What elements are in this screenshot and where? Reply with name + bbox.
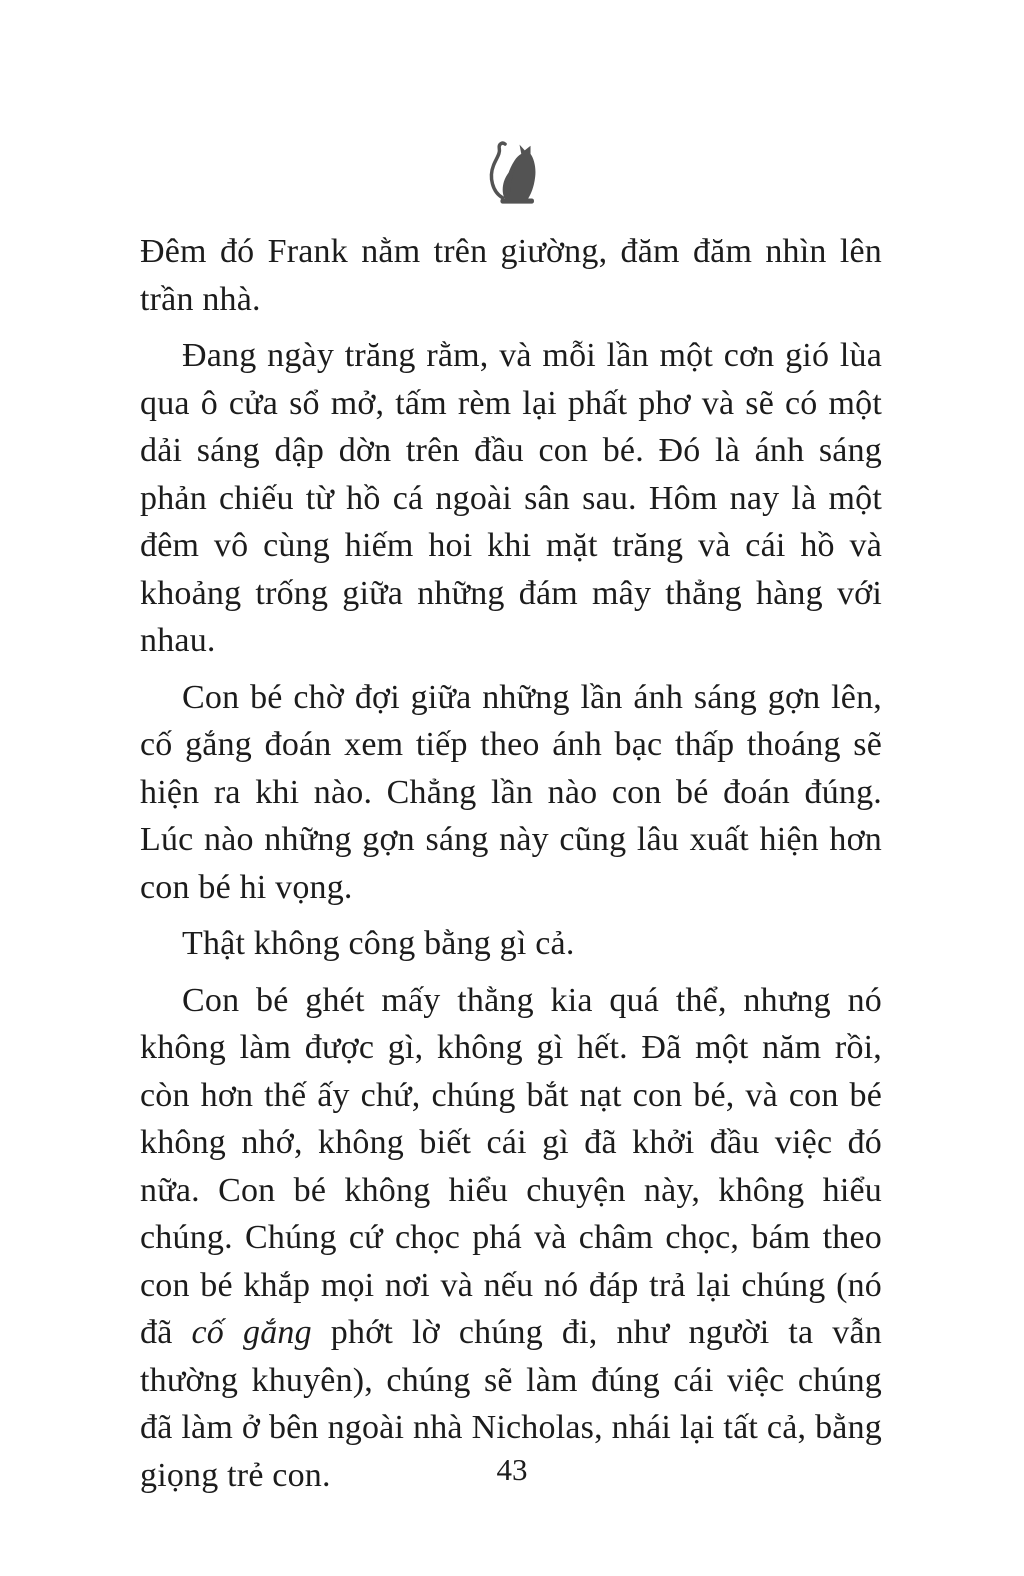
page-number: 43 [496, 1452, 528, 1487]
paragraph [140, 920, 882, 968]
text-run: Con bé chờ đợi giữa những lần ánh sáng gợn lên, cố gắng đoán xem tiếp theo ánh bạc thấp thoáng sẽ hiện ra khi nào. Chẳng lần nào con bé đoán đúng. Lúc nào những gợn sáng này cũng lâu xuất hiện hơn con bé hi vọng. [140, 678, 882, 906]
text-run: Con bé ghét mấy thằng kia quá thể, nhưng nó không làm được gì, không gì hết. Đã một năm rồi, còn hơn thế ấy chứ, chúng bắt nạt con bé, và con bé không nhớ, không biết cái gì đã khởi đầu việc đó nữa. Con bé không hiểu chuyện này, không hiểu chúng. Chúng cứ chọc phá và châm chọc, bám theo con bé khắp mọi nơi và nếu nó đáp trả lại chúng (nó đã [140, 981, 882, 1351]
italic-text-run: cố gắng [191, 1314, 312, 1351]
text-run: Thật không công bằng gì cả. [182, 925, 575, 962]
page-body [140, 228, 882, 1508]
cat-icon [483, 140, 541, 211]
text-run: Đang ngày trăng rằm, và mỗi lần một cơn gió lùa qua ô cửa sổ mở, tấm rèm lại phất phơ và sẽ có một dải sáng dập dờn trên đầu con bé. Đó là ánh sáng phản chiếu từ hồ cá ngoài sân sau. Hôm nay là một đêm vô cùng hiếm hoi khi mặt trăng và cái hồ và khoảng trống giữa những đám mây thẳng hàng với nhau. [140, 337, 882, 659]
text-run: phớt lờ chúng đi, như người ta vẫn thường khuyên), chúng sẽ làm đúng cái việc chúng đã làm ở bên ngoài nhà Nicholas, nhái lại tất cả, bằng giọng trẻ con. [140, 1314, 882, 1494]
paragraph [140, 674, 882, 912]
paragraph [140, 228, 882, 323]
paragraph [140, 977, 882, 1500]
chapter-ornament [0, 140, 1024, 211]
text-run: Đêm đó Frank nằm trên giường, đăm đăm nhìn lên trần nhà. [140, 233, 882, 318]
paragraph [140, 332, 882, 665]
